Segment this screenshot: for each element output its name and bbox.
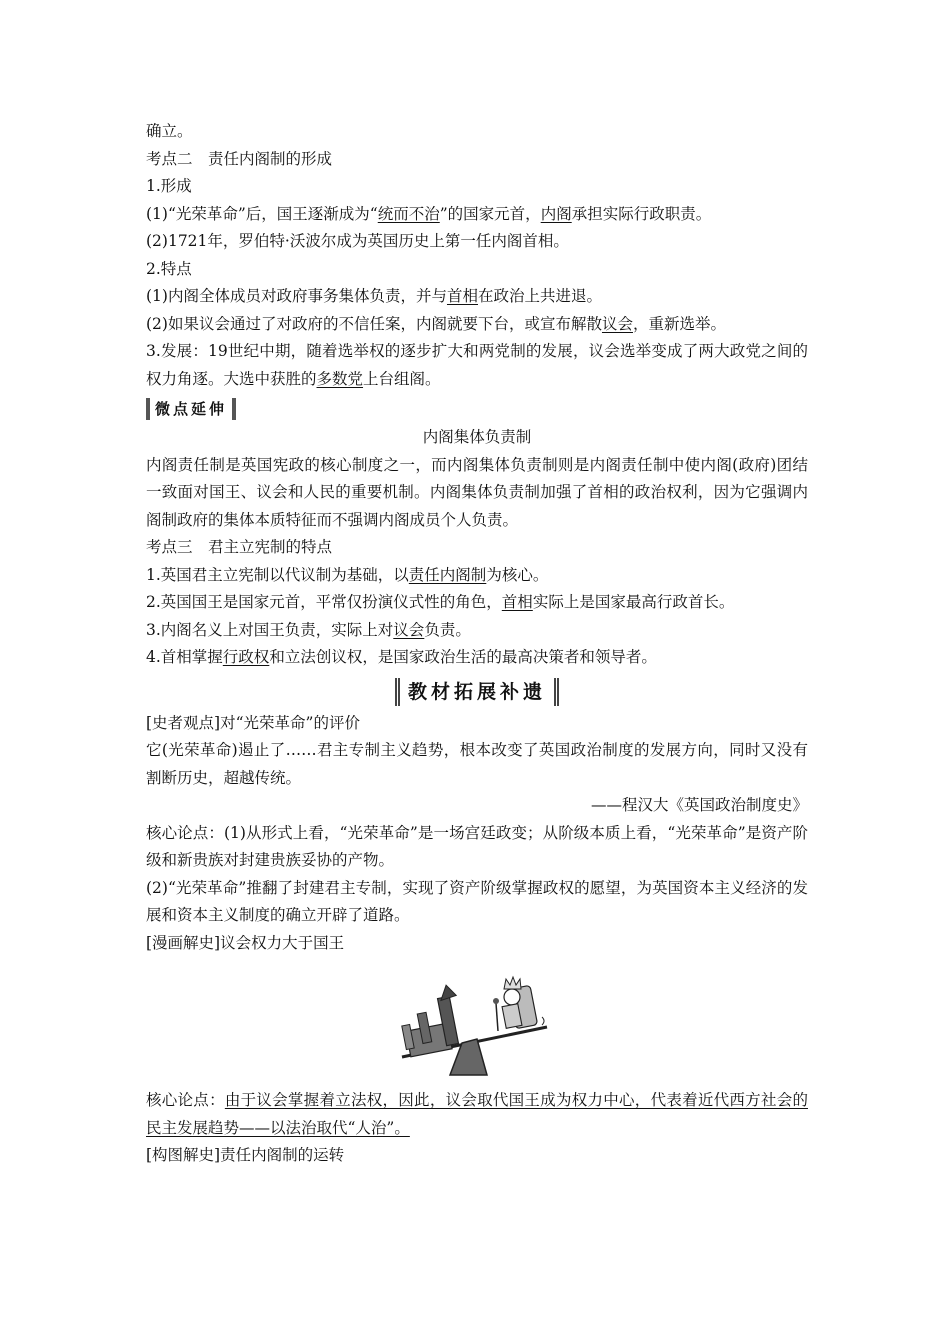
quote-source: ——程汉大《英国政治制度史》 [590, 796, 808, 814]
document-page [146, 118, 808, 1170]
text-paragraph: (2)“光荣革命”推翻了封建君主专制，实现了资产阶级掌握政权的愿望，为英国资本主义经济的发展和资本主义制度的确立开辟了道路。 [146, 878, 808, 924]
text-line: [漫画解史]议会权力大于国王 [146, 933, 345, 952]
text-line: 1.英国君主立宪制以代议制为基础，以责任内阁制为核心。 [146, 565, 549, 584]
text-paragraph: 内阁责任制是英国宪政的核心制度之一，而内阁集体负责制则是内阁责任制中使内阁(政府)团结一致面对国王、议会和人民的重要机制。内阁集体负责制加强了首相的政治权利，因为它强调内阁制政府的集体本质特征而不强调内阁成员个人负责。 [146, 455, 808, 529]
banner-title: 教材拓展补遗 [395, 678, 559, 706]
quote-paragraph: 它(光荣革命)遏止了……君主专制主义趋势，根本改变了英国政治制度的发展方向，同时又没有割断历史，超越传统。 [146, 741, 808, 787]
text-paragraph: 核心论点：由于议会掌握着立法权，因此，议会取代国王成为权力中心，代表着近代西方社会的民主发展趋势——以法治取代“人治”。 [146, 1091, 808, 1137]
section-heading: 考点三 君主立宪制的特点 [146, 538, 333, 556]
text-line: (2)1721年，罗伯特·沃波尔成为英国历史上第一任内阁首相。 [146, 232, 569, 250]
text-line: 1.形成 [146, 177, 192, 195]
text-line: 3.内阁名义上对国王负责，实际上对议会负责。 [146, 620, 471, 639]
subtitle: 内阁集体负责制 [422, 428, 532, 446]
text-line: (2)如果议会通过了对政府的不信任案，内阁就要下台，或宣布解散议会，重新选举。 [146, 314, 726, 333]
text-line: 4.首相掌握行政权和立法创议权，是国家政治生活的最高决策者和领导者。 [146, 648, 657, 666]
text-paragraph: 核心论点：(1)从形式上看，“光荣革命”是一场宫廷政变；从阶级本质上看，“光荣革命”是资产阶级和新贵族对封建贵族妥协的产物。 [146, 823, 808, 869]
text-line: 确立。 [146, 122, 193, 140]
section-banner [146, 678, 808, 706]
text-line: 2.特点 [146, 259, 192, 278]
cartoon-illustration [146, 965, 808, 1077]
text-line: (1)内阁全体成员对政府事务集体负责，并与首相在政治上共进退。 [146, 287, 602, 305]
text-line: 2.英国国王是国家元首，平常仅扮演仪式性的角色，首相实际上是国家最高行政首长。 [146, 593, 735, 611]
text-line: (1)“光荣革命”后，国王逐渐成为“统而不治”的国家元首，内阁承担实际行政职责。 [146, 204, 712, 223]
text-paragraph: 3.发展：19世纪中期，随着选举权的逐步扩大和两党制的发展，议会选举变成了两大政党之间的权力角逐。大选中获胜的多数党上台组阁。 [146, 342, 808, 388]
section-heading: 考点二 责任内阁制的形成 [146, 149, 333, 168]
extension-tag: 微点延伸 [146, 398, 236, 420]
text-line: [史者观点]对“光荣革命”的评价 [146, 713, 360, 732]
seesaw-cartoon-icon [392, 965, 562, 1077]
text-line: [构图解史]责任内阁制的运转 [146, 1146, 345, 1164]
